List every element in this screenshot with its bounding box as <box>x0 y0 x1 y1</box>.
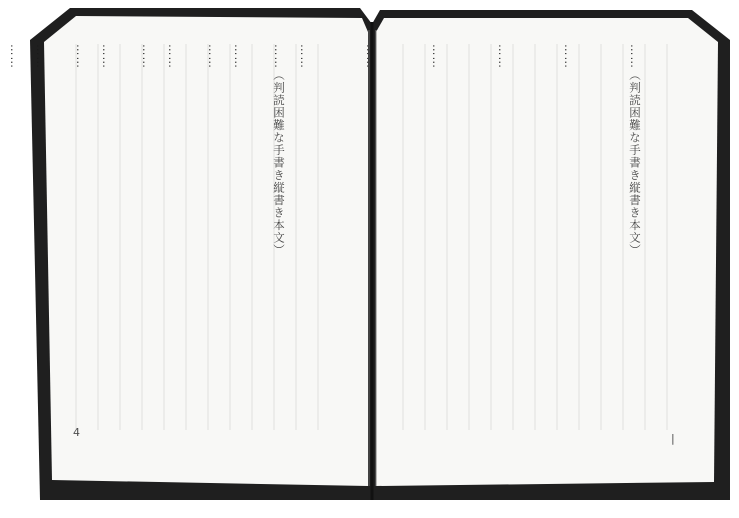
right-column: …… <box>298 44 312 69</box>
left-page-number: 4 <box>73 426 80 439</box>
left-column: ……（判読困難な手書き縦書き本文） <box>272 44 286 257</box>
left-column: …… <box>206 44 220 69</box>
left-column: …… <box>8 44 22 69</box>
right-column: …… <box>430 44 444 69</box>
right-column: …… <box>100 44 114 69</box>
right-page-text <box>34 44 690 430</box>
right-column: …… <box>496 44 510 69</box>
right-column: …… <box>562 44 576 69</box>
right-column: …… <box>364 44 378 69</box>
right-column: …… <box>166 44 180 69</box>
right-column: …… <box>232 44 246 69</box>
right-column: …… <box>34 44 48 69</box>
right-page-mark: | <box>671 432 675 445</box>
left-column: …… <box>140 44 154 69</box>
left-column: …… <box>74 44 88 69</box>
right-column: ……（判読困難な手書き縦書き本文） <box>628 44 642 257</box>
left-page-text <box>8 44 334 430</box>
